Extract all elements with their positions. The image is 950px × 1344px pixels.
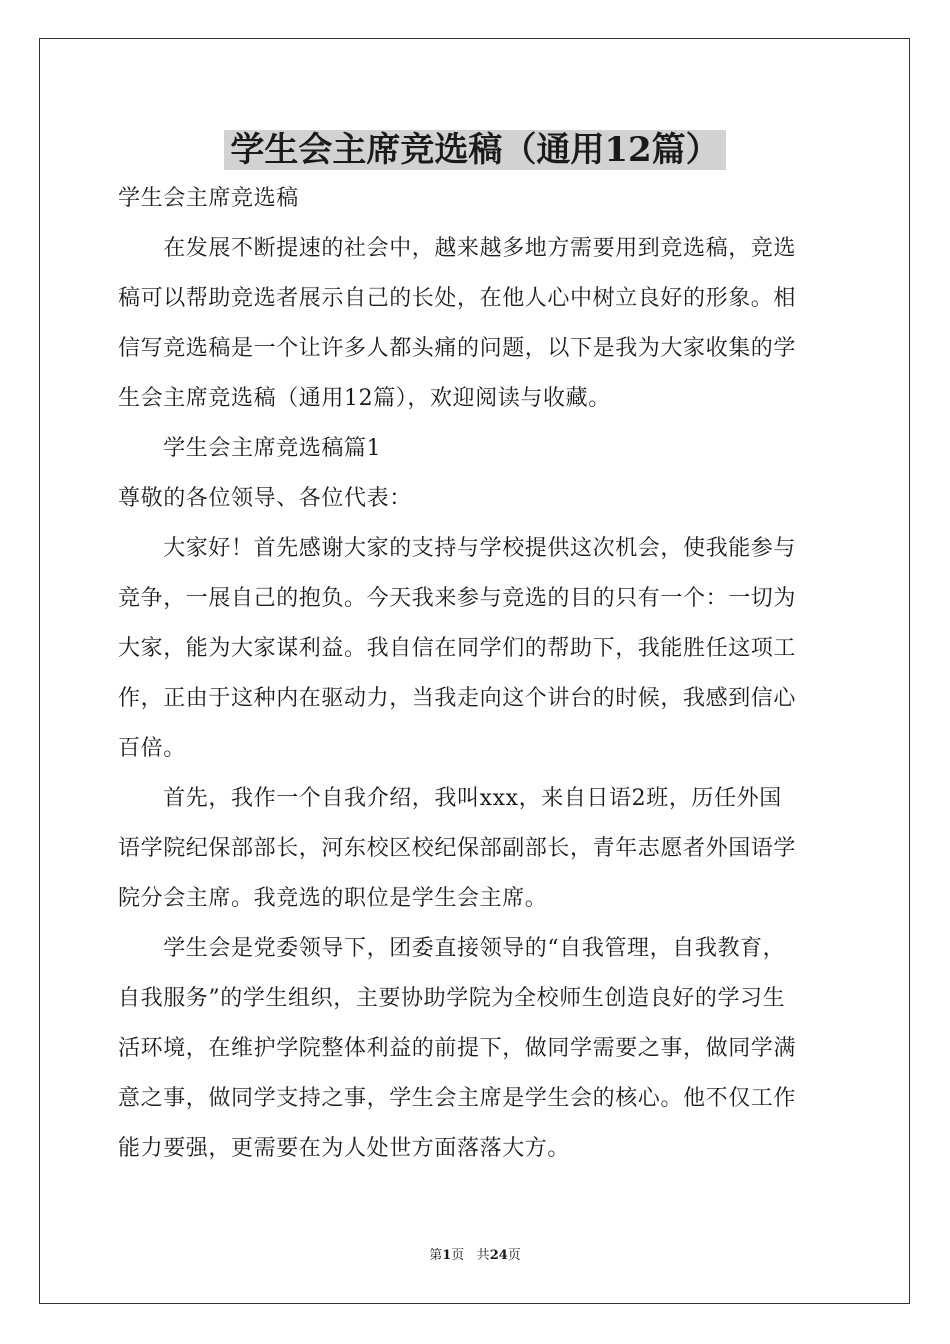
document-title-text: 学生会主席竞选稿（通用12篇） (224, 130, 725, 170)
page-number: 1 (442, 1248, 452, 1263)
salutation: 尊敬的各位领导、各位代表： (118, 486, 412, 511)
text-line: 活环境，在维护学院整体利益的前提下，做同学需要之事，做同学满 (118, 1036, 797, 1061)
text-line: 能力要强，更需要在为人处世方面落落大方。 (118, 1136, 571, 1161)
section-heading: 学生会主席竞选稿篇1 (118, 436, 382, 461)
text-line: 作，正由于这种内在驱动力，当我走向这个讲台的时候，我感到信心 (118, 686, 797, 711)
text-line: 大家，能为大家谋利益。我自信在同学们的帮助下，我能胜任这项工 (118, 636, 797, 661)
text-line: 意之事，做同学支持之事，学生会主席是学生会的核心。他不仅工作 (118, 1086, 797, 1111)
text-line: 信写竞选稿是一个让许多人都头痛的问题，以下是我为大家收集的学 (118, 336, 797, 361)
page-border (39, 38, 910, 1304)
text-line: 语学院纪保部部长，河东校区校纪保部副部长，青年志愿者外国语学 (118, 836, 797, 861)
text-line: 百倍。 (118, 736, 186, 761)
total-pages-prefix: 共 (476, 1248, 490, 1263)
total-pages: 24 (489, 1248, 508, 1263)
text-line: 自我服务”的学生组织，主要协助学院为全校师生创造良好的学习生 (118, 986, 786, 1011)
page-footer (0, 1248, 950, 1264)
text-line: 大家好！首先感谢大家的支持与学校提供这次机会，使我能参与 (118, 536, 797, 561)
page-number-prefix: 第 (429, 1248, 443, 1263)
text-line: 学生会是党委领导下，团委直接领导的“自我管理，自我教育， (118, 936, 786, 961)
text-line: 在发展不断提速的社会中，越来越多地方需要用到竞选稿，竞选 (118, 236, 797, 261)
text-line: 首先，我作一个自我介绍，我叫xxx，来自日语2班，历任外国 (118, 786, 782, 811)
total-pages-suffix: 页 (507, 1248, 521, 1263)
text-line: 竞争，一展自己的抱负。今天我来参与竞选的目的只有一个：一切为 (118, 586, 797, 611)
text-line: 稿可以帮助竞选者展示自己的长处，在他人心中树立良好的形象。相 (118, 286, 797, 311)
document-title (0, 126, 950, 174)
text-line: 生会主席竞选稿（通用12篇），欢迎阅读与收藏。 (118, 386, 611, 411)
page-number-suffix: 页 (451, 1248, 465, 1263)
text-line: 院分会主席。我竞选的职位是学生会主席。 (118, 886, 548, 911)
text-line: 学生会主席竞选稿 (118, 186, 299, 211)
